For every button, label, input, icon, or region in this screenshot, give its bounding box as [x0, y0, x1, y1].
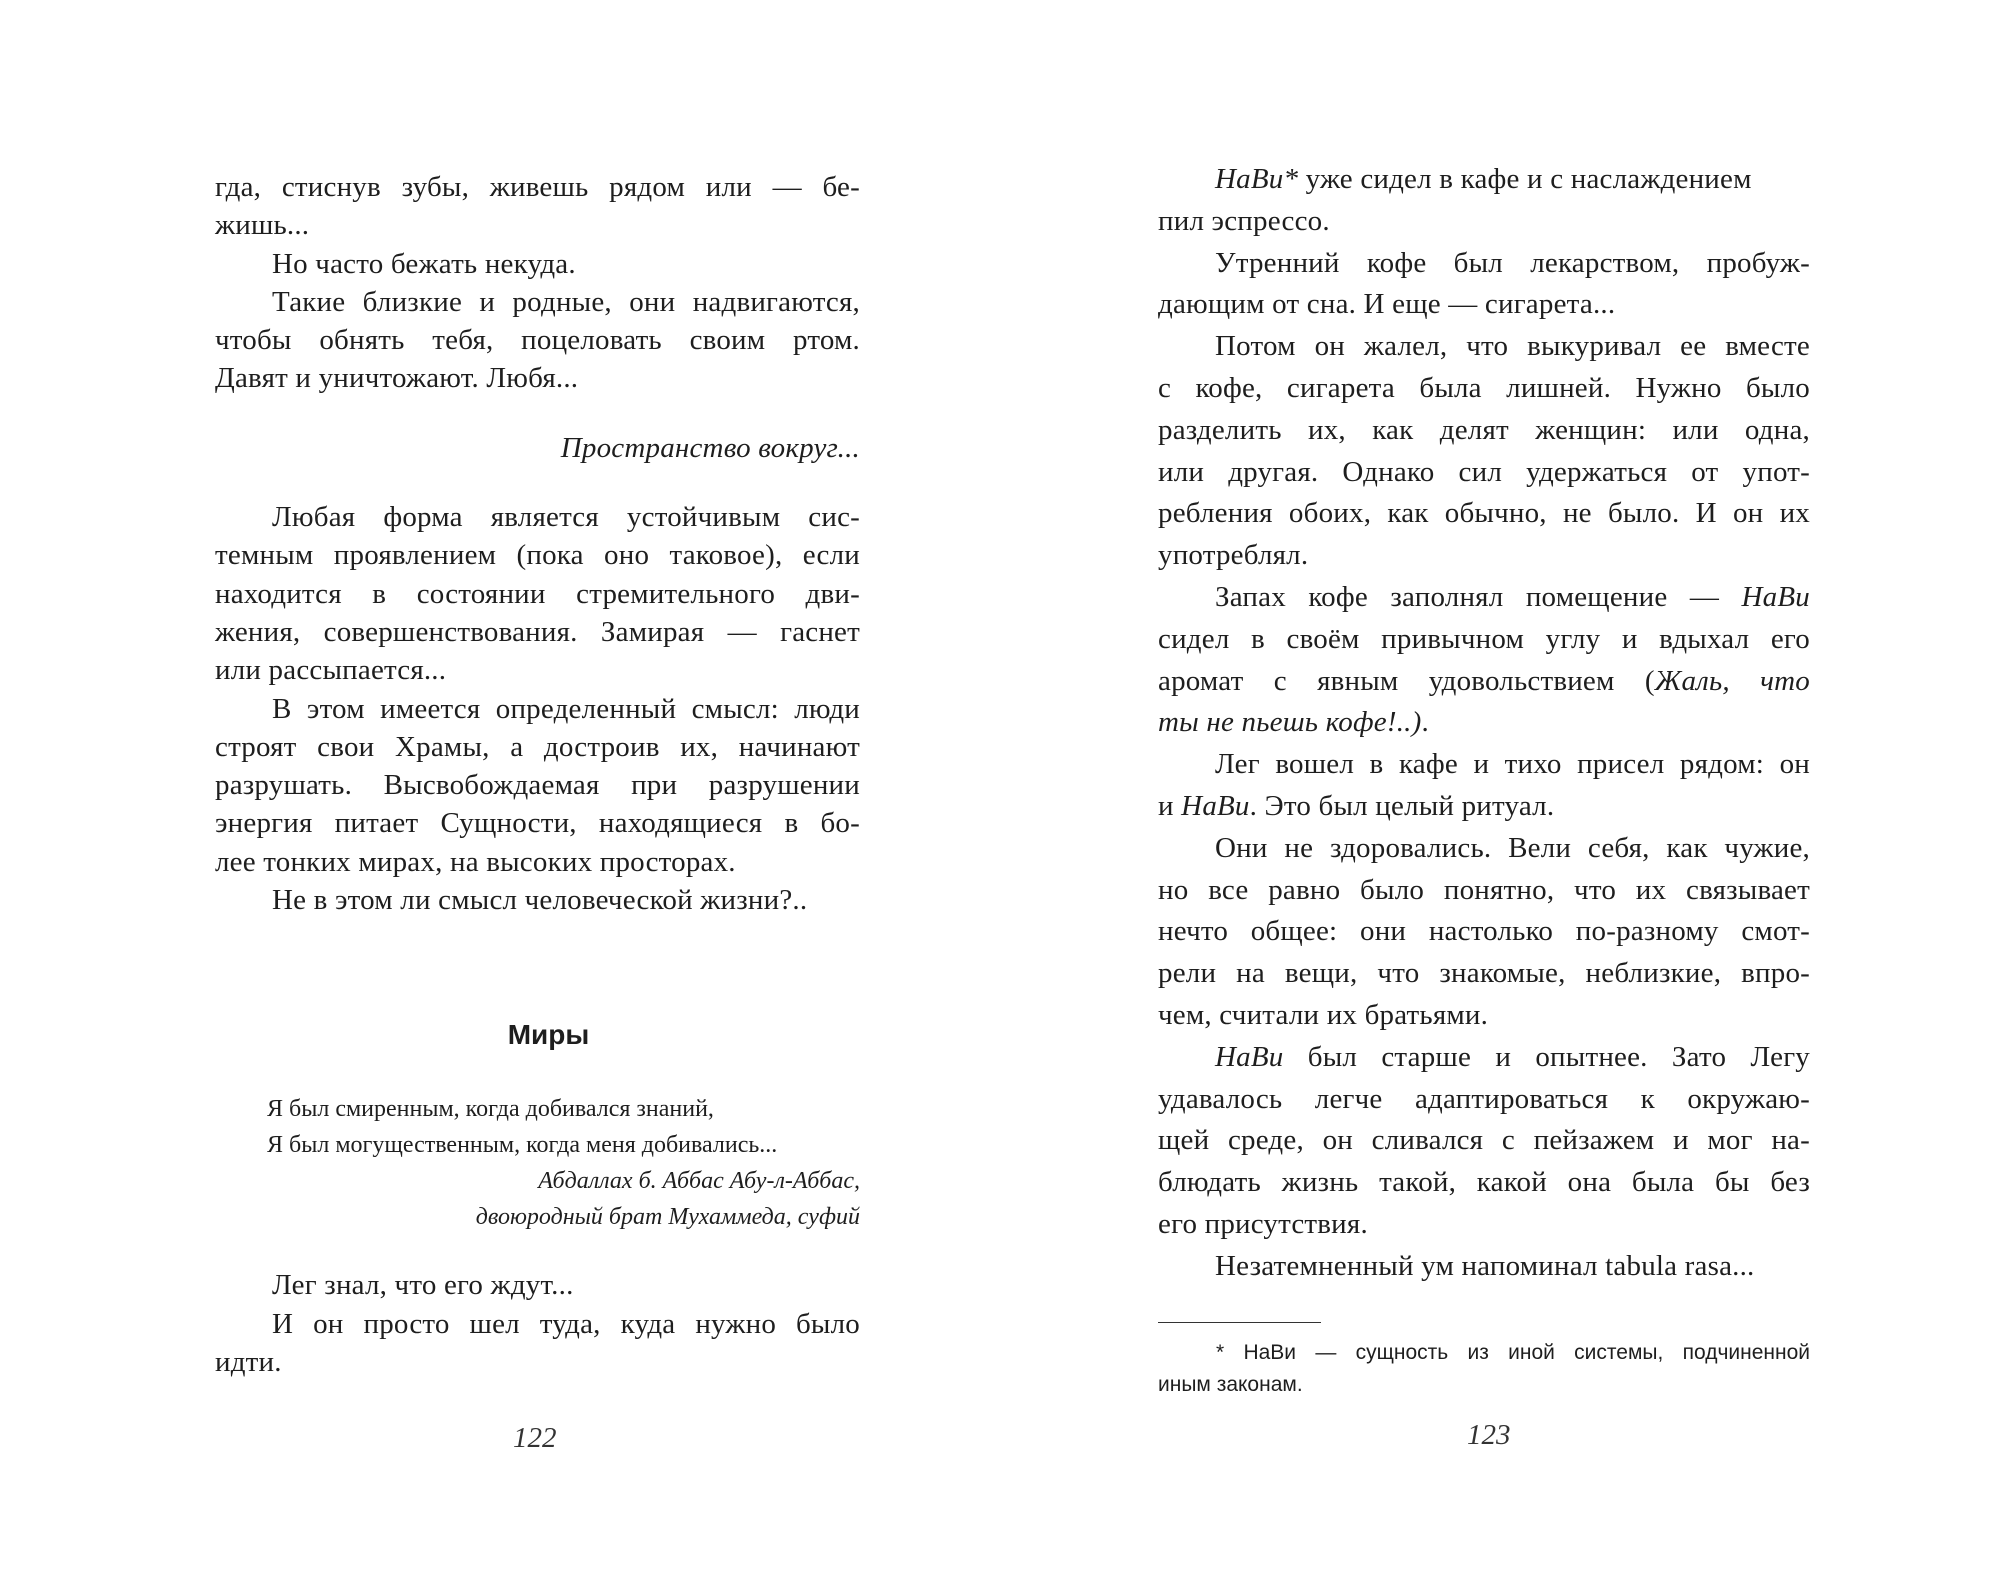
text-line: чтобы обнять тебя, поцеловать своим ртом. [215, 324, 860, 357]
text-line: но все равно было понятно, что их связывает [1158, 873, 1810, 906]
text-line: дающим от сна. И еще — сигарета... [1158, 288, 1616, 321]
text-line: разрушать. Высвобождаемая при разрушении [215, 769, 860, 802]
text-line [1158, 702, 1810, 744]
text-line: Потом он жалел, что выкуривал ее вместе [1215, 330, 1810, 363]
text-line [1158, 577, 1810, 619]
text-span-italic: ты не пьешь кофе!..) [1158, 706, 1422, 739]
text-line: находится в состоянии стремительного дви- [215, 577, 860, 610]
text-line: строят свои Храмы, а достроив их, начинают [215, 730, 860, 763]
text-line: Утренний кофе был лекарством, пробуж- [1215, 246, 1810, 279]
text-line: его присутствия. [1158, 1207, 1368, 1240]
footnote-divider [1158, 1322, 1321, 1323]
epigraph-line: Я был смиренным, когда добивался знаний, [267, 1096, 714, 1123]
text-line: И он просто шел туда, куда нужно было [272, 1307, 860, 1340]
epigraph-line: Я был могущественным, когда меня добивались... [267, 1132, 778, 1159]
text-line: Лег знал, что его ждут... [272, 1269, 574, 1302]
text-span: Запах кофе заполнял помещение — [1215, 580, 1742, 613]
text-line: чем, считали их братьями. [1158, 998, 1489, 1031]
text-line: Но часто бежать некуда. [272, 247, 576, 280]
text-line: энергия питает Сущности, находящиеся в бо- [215, 807, 860, 840]
navi-name: НаВи [1215, 1040, 1284, 1073]
right-page [1158, 159, 1810, 1401]
text-line [1158, 786, 1810, 828]
text-span: аромат с явным удовольствием ( [1158, 664, 1655, 697]
text-line: удавалось легче адаптироваться к окружаю- [1158, 1082, 1810, 1115]
text-line: лее тонких мирах, на высоких просторах. [215, 845, 736, 878]
text-line: с кофе, сигарета была лишней. Нужно было [1158, 371, 1810, 404]
text-line: Незатемненный ум напоминал tabula rasa... [1215, 1249, 1755, 1282]
text-line: ребления обоих, как обычно, не было. И он их [1158, 497, 1810, 530]
text-span: и [1158, 789, 1182, 822]
text-line: разделить их, как делят женщин: или одна, [1158, 413, 1810, 446]
text-line: блюдать жизнь такой, какой она была бы без [1158, 1166, 1810, 1199]
text-line: жения, совершенствования. Замирая — гаснет [215, 615, 860, 648]
text-line: щей среде, он сливался с пейзажем и мог на- [1158, 1124, 1810, 1157]
text-line: Давят и уничтожают. Любя... [215, 362, 579, 395]
text-line: темным проявлением (пока оно таковое), если [215, 539, 860, 572]
text-line: употреблял. [1158, 539, 1309, 572]
text-line: жишь... [215, 209, 310, 242]
text-line: Лег вошел в кафе и тихо присел рядом: он [1215, 748, 1810, 781]
chapter-heading: Миры [507, 1019, 590, 1051]
text-line: Любая форма является устойчивым сис- [272, 501, 860, 534]
navi-name: НаВи [1181, 789, 1250, 822]
text-line [1158, 159, 1810, 201]
text-line: пил эспрессо. [1158, 204, 1330, 237]
navi-name: НаВи [1741, 580, 1810, 613]
epigraph [215, 1091, 860, 1235]
text-line: или рассыпается... [215, 654, 447, 687]
footnote-line: иным законам. [1158, 1372, 1303, 1396]
navi-name: НаВи* [1215, 163, 1299, 195]
footnote-line: * НаВи — сущность из иной системы, подчиненной [1216, 1340, 1810, 1364]
text-span: . Это был целый ритуал. [1249, 789, 1555, 822]
left-page [215, 168, 860, 1381]
text-line: В этом имеется определенный смысл: люди [272, 692, 860, 725]
page-number-right: 123 [1467, 1419, 1511, 1451]
text-span: . [1421, 706, 1429, 739]
page-number-left: 122 [513, 1422, 557, 1454]
text-line [1158, 1037, 1810, 1079]
text-line: идти. [215, 1345, 282, 1378]
section-italic-line: Пространство вокруг... [560, 431, 860, 464]
epigraph-attribution: двоюродный брат Мухаммеда, суфий [475, 1204, 860, 1231]
text-line: Такие близкие и родные, они надвигаются, [272, 285, 860, 318]
epigraph-attribution: Абдаллах б. Аббас Абу-л-Аббас, [538, 1168, 860, 1195]
text-span: уже сидел в кафе и с наслаждением [1298, 163, 1752, 195]
text-span: был старше и опытнее. Зато Легу [1283, 1040, 1810, 1073]
text-span-italic: Жаль, что [1654, 664, 1811, 697]
text-line: или другая. Однако сил удержаться от упот- [1158, 455, 1810, 488]
text-line [1158, 661, 1810, 703]
text-line: нечто общее: они настолько по-разному смот- [1158, 915, 1810, 948]
text-line: Не в этом ли смысл человеческой жизни?.. [272, 884, 808, 917]
text-line: Они не здоровались. Вели себя, как чужие, [1215, 831, 1810, 864]
text-line: рели на вещи, что знакомые, неблизкие, впро- [1158, 957, 1810, 990]
text-line: сидел в своём привычном углу и вдыхал его [1158, 622, 1810, 655]
text-line: гда, стиснув зубы, живешь рядом или — бе- [215, 171, 860, 203]
